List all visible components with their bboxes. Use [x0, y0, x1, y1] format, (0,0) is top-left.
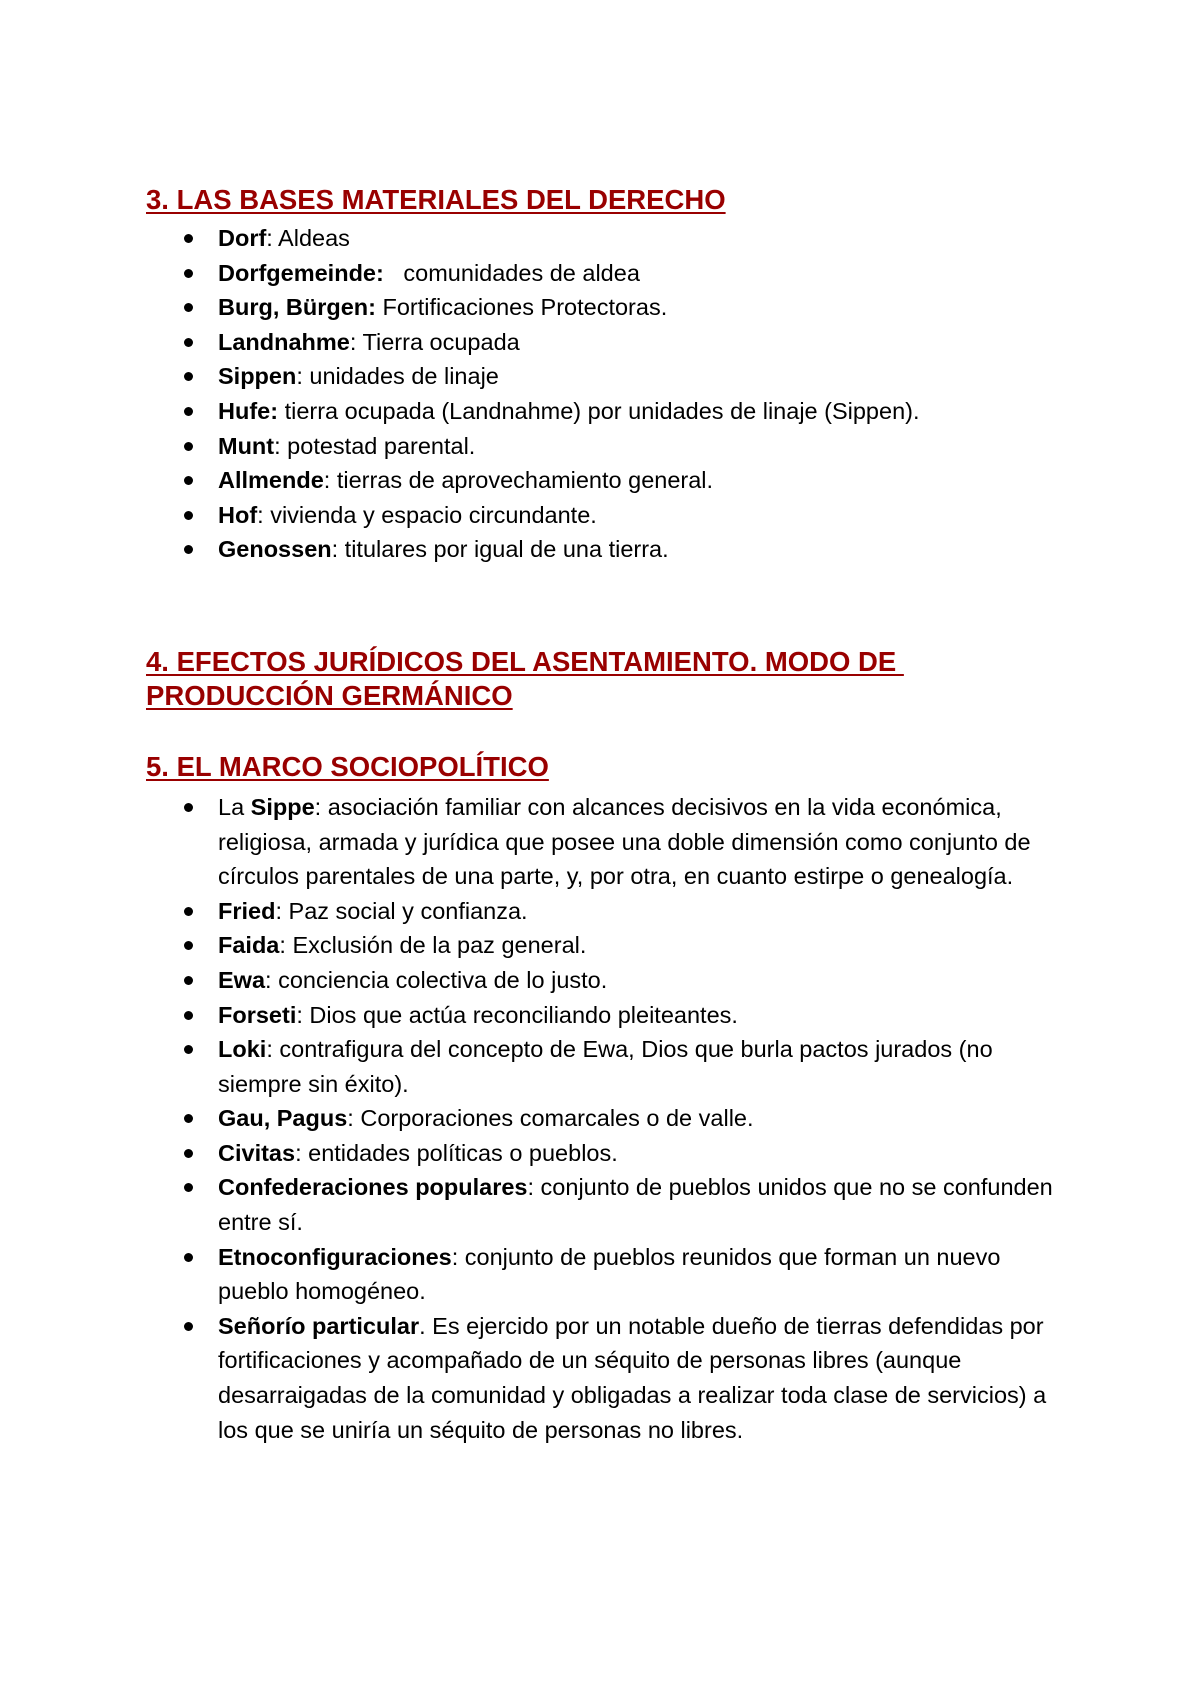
- item-text: tierra ocupada (Landnahme) por unidades de linaje (Sippen).: [278, 397, 920, 424]
- section-3-list: [146, 221, 1076, 567]
- bullet-icon: [184, 1045, 193, 1054]
- item-text: : contrafigura del concepto de Ewa, Dios que burla pactos jurados (no siempre sin éxito).: [218, 1036, 993, 1097]
- section-5-heading: 5. EL MARCO SOCIOPOLÍTICO: [146, 750, 549, 782]
- bullet-icon: [184, 372, 193, 381]
- list-item: [146, 963, 1076, 998]
- bullet-icon: [184, 941, 193, 950]
- bullet-icon: [184, 1114, 193, 1123]
- item-text: : conciencia colectiva de lo justo.: [265, 966, 608, 993]
- list-item: [146, 894, 1076, 929]
- item-term: Dorfgemeinde:: [218, 259, 384, 286]
- item-term: Señorío particular: [218, 1312, 420, 1339]
- item-term: Allmende: [218, 467, 324, 494]
- bullet-icon: [184, 442, 193, 451]
- bullet-icon: [184, 976, 193, 985]
- list-item: [146, 325, 1076, 360]
- item-text: : vivienda y espacio circundante.: [257, 501, 597, 528]
- item-text: : Dios que actúa reconciliando pleiteantes.: [296, 1001, 738, 1028]
- item-term: Gau, Pagus: [218, 1105, 348, 1132]
- list-item: [146, 498, 1076, 533]
- item-text: : conjunto de pueblos unidos que no se confunden entre sí.: [218, 1174, 1053, 1236]
- bullet-icon: [184, 1011, 193, 1020]
- bullet-icon: [184, 1253, 193, 1262]
- item-text: : unidades de linaje: [296, 363, 499, 390]
- item-term: Fried: [218, 897, 276, 924]
- item-text: Fortificaciones Protectoras.: [375, 294, 668, 321]
- bullet-icon: [184, 511, 193, 520]
- list-item: [146, 463, 1076, 498]
- bullet-icon: [184, 234, 193, 243]
- list-item: [146, 256, 1076, 291]
- bullet-icon: [184, 407, 193, 416]
- item-term: Faida: [218, 932, 280, 959]
- bullet-icon: [184, 545, 193, 554]
- document-page: [146, 183, 1076, 1447]
- bullet-icon: [184, 1183, 193, 1192]
- item-text: : Tierra ocupada: [349, 328, 520, 355]
- list-item: [146, 1032, 1076, 1101]
- item-term: Civitas: [218, 1139, 296, 1166]
- list-item: [146, 1136, 1076, 1171]
- item-text: . Es ejercido por un notable dueño de tierras defendidas por fortificaciones y acompañado de un séquito de personas libres (aunque desarraigadas de la comunidad y obligadas a realizar toda clase de servicios) a los que se uniría un séquito de personas no libres.: [218, 1312, 1047, 1443]
- bullet-icon: [184, 476, 193, 485]
- section-4-heading: [146, 645, 1076, 713]
- list-item: [146, 1170, 1076, 1239]
- item-term: Hufe:: [218, 397, 279, 424]
- item-term: Hof: [218, 501, 258, 528]
- list-item: [146, 1240, 1076, 1309]
- section-5-list: [146, 790, 1076, 1447]
- item-term: Genossen: [218, 536, 332, 563]
- item-term: Landnahme: [218, 328, 350, 355]
- bullet-icon: [184, 1322, 193, 1331]
- item-text: : conjunto de pueblos reunidos que forman un nuevo pueblo homogéneo.: [218, 1243, 1001, 1305]
- section-4-heading-line2: PRODUCCIÓN GERMÁNICO: [146, 679, 513, 711]
- item-term: Sippe: [250, 793, 315, 820]
- item-term: Loki: [218, 1036, 267, 1063]
- list-item: [146, 1101, 1076, 1136]
- bullet-icon: [184, 803, 193, 812]
- section-3-heading: 3. LAS BASES MATERIALES DEL DERECHO: [146, 184, 726, 215]
- item-text: comunidades de aldea: [383, 259, 640, 286]
- list-item: [146, 394, 1076, 429]
- list-item: [146, 290, 1076, 325]
- item-term: Dorf: [218, 225, 267, 251]
- item-text: : titulares por igual de una tierra.: [331, 536, 669, 563]
- list-item: [146, 532, 1076, 567]
- item-term: Forseti: [218, 1001, 297, 1028]
- bullet-icon: [184, 269, 193, 278]
- list-item: [146, 359, 1076, 394]
- item-text: : Corporaciones comarcales o de valle.: [347, 1105, 754, 1132]
- item-term: Etnoconfiguraciones: [218, 1243, 452, 1270]
- bullet-icon: [184, 907, 193, 916]
- item-text: : Exclusión de la paz general.: [279, 932, 587, 959]
- list-item: [146, 928, 1076, 963]
- item-term: Ewa: [218, 966, 266, 993]
- list-item: [146, 790, 1076, 894]
- item-text: : asociación familiar con alcances decisivos en la vida económica, religiosa, armada y jurídica que posee una doble dimensión como conjunto de círculos parentales de una parte, y, por otra, en cuanto estirpe o genealogía.: [218, 793, 1031, 890]
- item-term: Sippen: [218, 363, 297, 390]
- item-term: Burg, Bürgen:: [218, 294, 376, 321]
- item-prefix: La: [218, 793, 251, 820]
- bullet-icon: [184, 338, 193, 347]
- item-text: : Aldeas: [266, 225, 350, 251]
- list-item: [146, 429, 1076, 464]
- item-term: Confederaciones populares: [218, 1174, 528, 1201]
- bullet-icon: [184, 303, 193, 312]
- section-4-heading-line1: 4. EFECTOS JURÍDICOS DEL ASENTAMIENTO. MODO DE: [146, 645, 904, 677]
- item-term: Munt: [218, 432, 275, 459]
- list-item: [146, 1309, 1076, 1447]
- list-item: [146, 998, 1076, 1033]
- item-text: : Paz social y confianza.: [275, 897, 528, 924]
- list-item: [146, 221, 1076, 256]
- item-text: : potestad parental.: [274, 432, 476, 459]
- bullet-icon: [184, 1149, 193, 1158]
- item-text: : entidades políticas o pueblos.: [295, 1139, 618, 1166]
- item-text: : tierras de aprovechamiento general.: [323, 467, 714, 494]
